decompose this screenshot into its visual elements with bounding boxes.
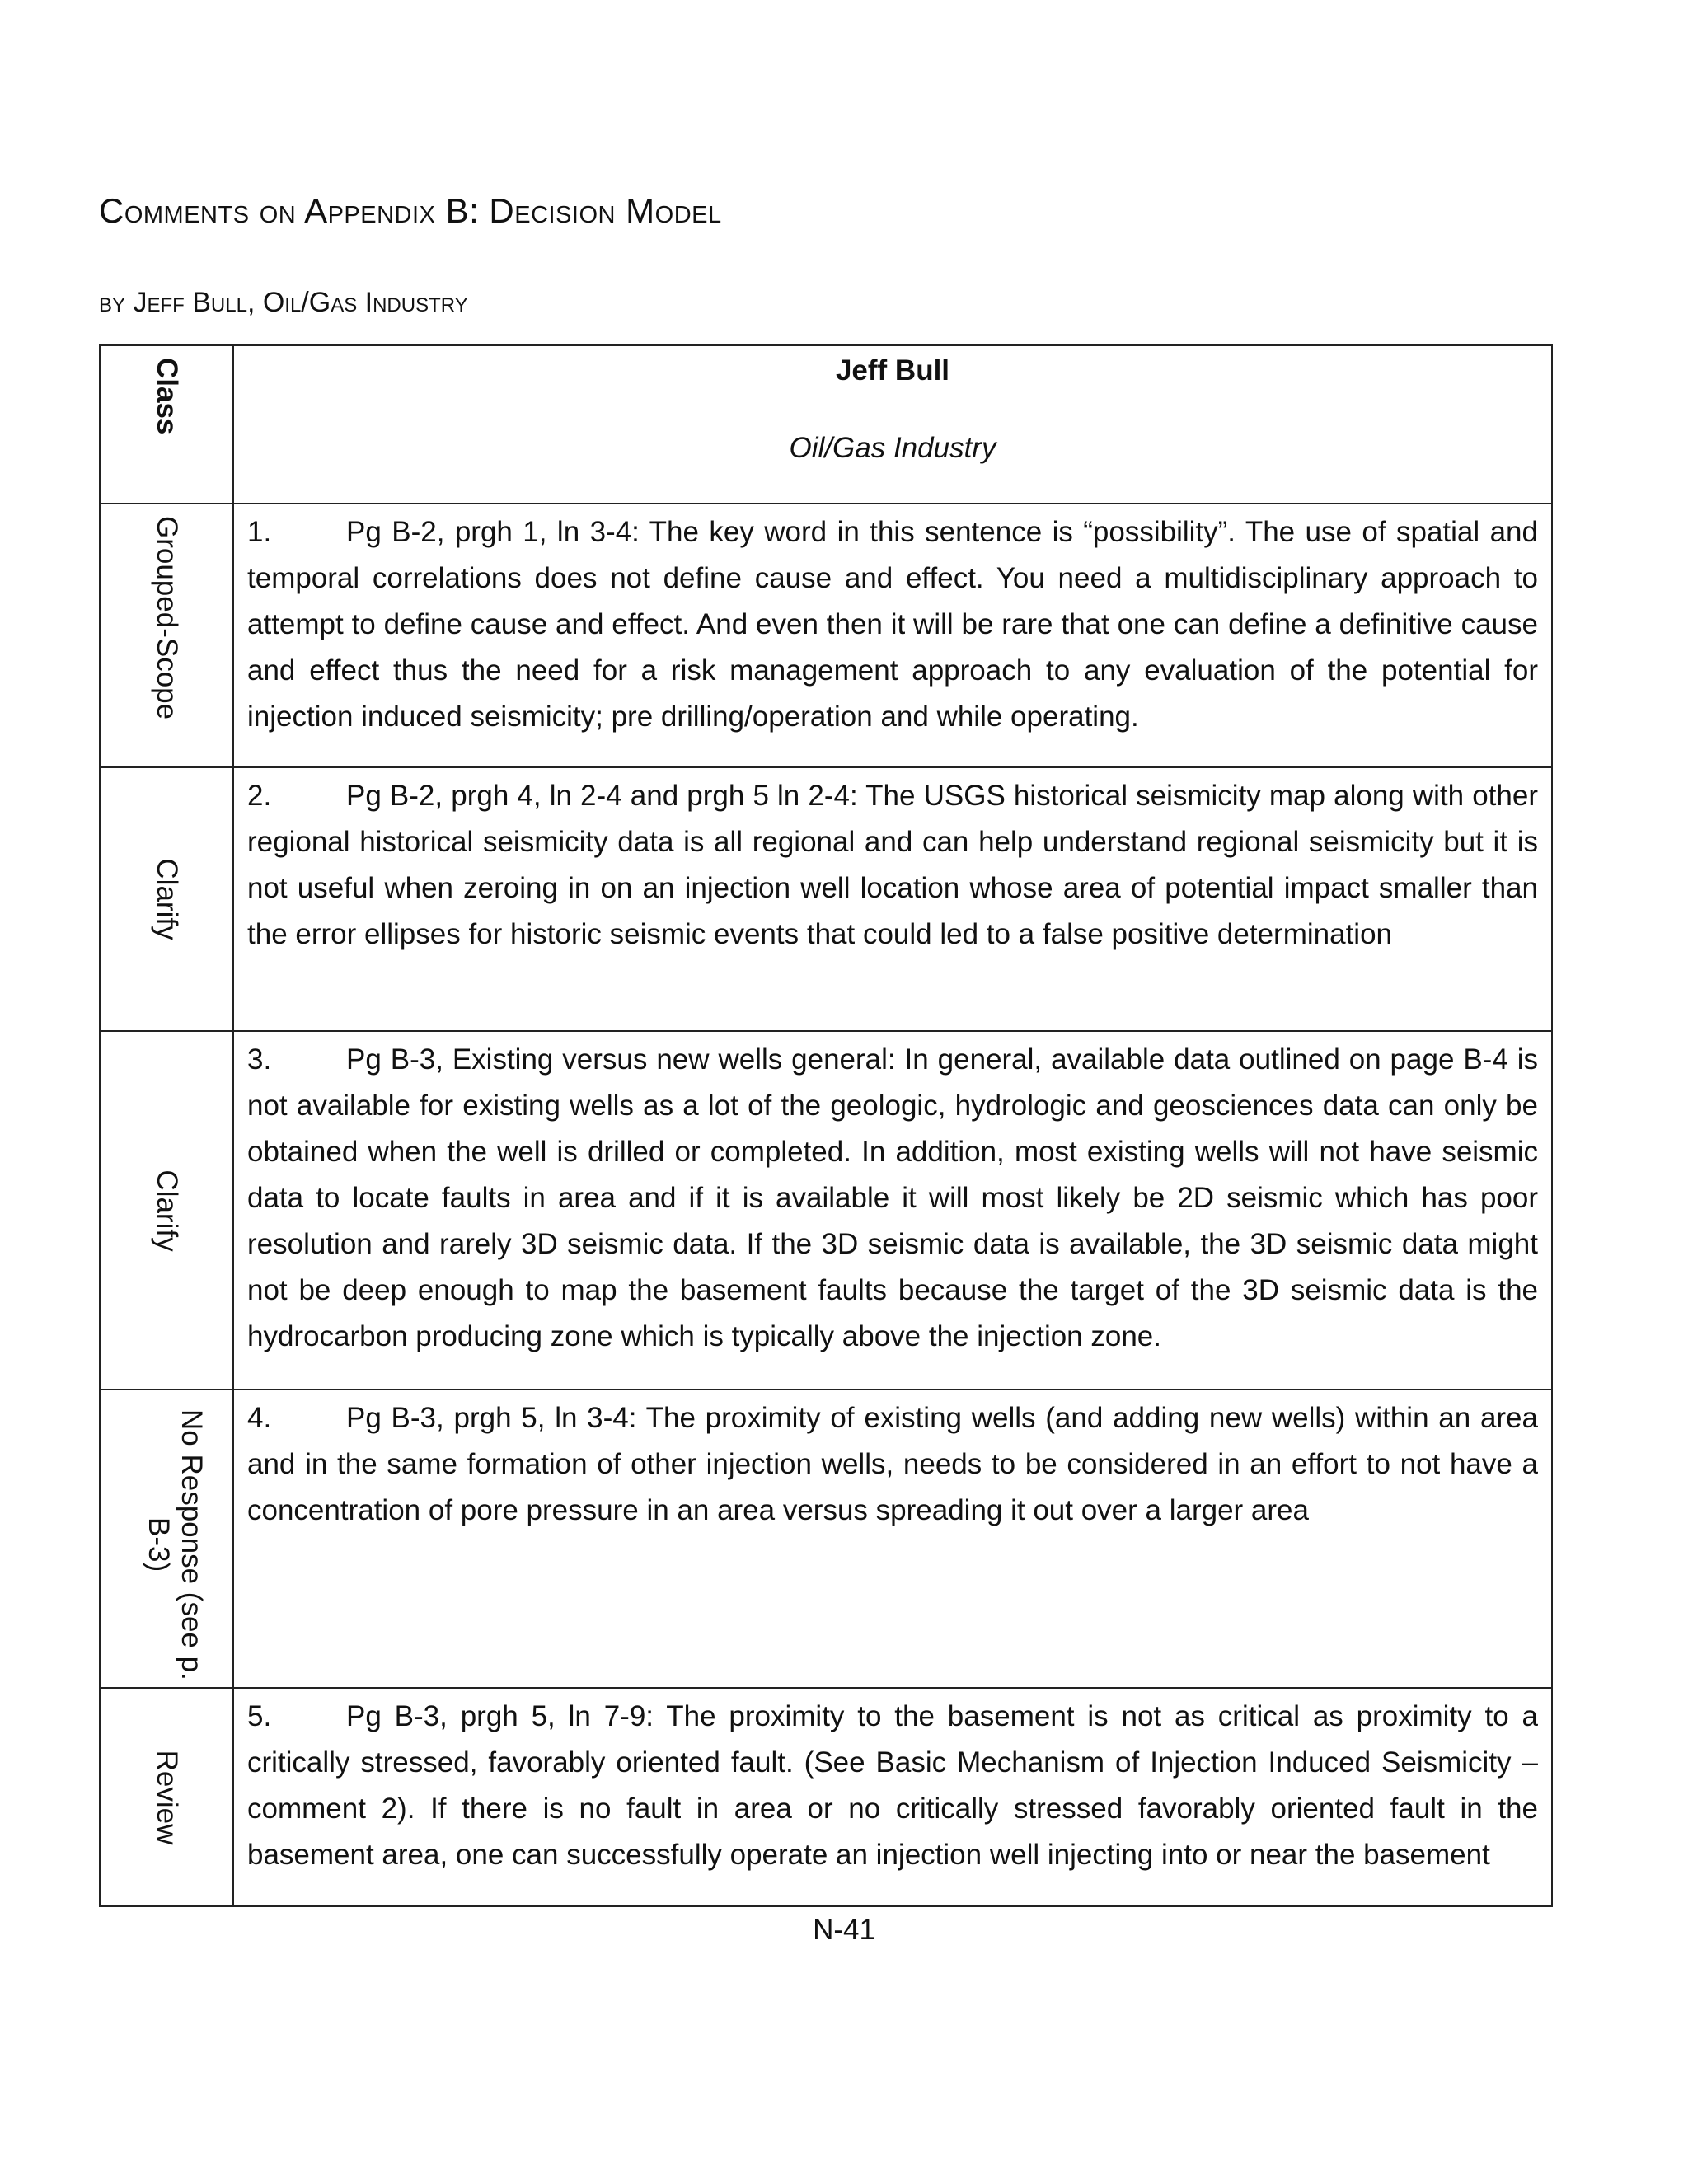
class-cell — [100, 1031, 233, 1390]
class-label: Review — [151, 1750, 183, 1844]
reviewer-header-cell — [233, 345, 1552, 504]
class-cell — [100, 767, 233, 1031]
comment-text-block — [234, 1689, 1551, 1878]
comment-text: Pg B-2, prgh 1, ln 3-4: The key word in this sentence is “possibility”. The use of spatial and temporal correlations does not define cause and effect. You need a multidisciplinary approach to attempt to define cause and effect. And even then it will be rare that one can define a definitive cause and effect thus the need for a risk management approach to any evaluation of the potential for injection induced seismicity; pre drilling/operation and while operating. — [247, 516, 1538, 733]
comment-cell — [233, 767, 1552, 1031]
class-label: Grouped-Scope — [151, 516, 183, 720]
table-row — [100, 1390, 1552, 1688]
comment-text: Pg B-3, Existing versus new wells general: In general, available data outlined on page B-4 is not available for existing wells as a lot of the geologic, hydrologic and geosciences data can only be obtained when the well is drilled or completed. In addition, most existing wells will not have seismic data to locate faults in area and if it is available it will most likely be 2D seismic which has poor resolution and rarely 3D seismic data. If the 3D seismic data is available, the 3D seismic data might not be deep enough to map the basement faults because the target of the 3D seismic data is the hydrocarbon producing zone which is typically above the injection zone. — [247, 1043, 1538, 1352]
comment-cell — [233, 504, 1552, 767]
class-label: Clarify — [151, 858, 183, 940]
comment-cell — [233, 1390, 1552, 1688]
comment-number: 2. — [247, 780, 272, 812]
class-label: No Response (see p. B-3) — [143, 1408, 208, 1680]
table-row — [100, 767, 1552, 1031]
comments-table — [99, 344, 1553, 1907]
document-byline: by Jeff Bull, Oil/Gas Industry — [99, 287, 468, 318]
comment-text: Pg B-2, prgh 4, ln 2-4 and prgh 5 ln 2-4: The USGS historical seismicity map along with other regional historical seismicity data is all regional and can help understand regional seismicity but it is not useful when zeroing in on an injection well location whose area of potential impact smaller than the error ellipses for historic seismic events that could led to a false positive determination — [247, 780, 1538, 950]
comment-text: Pg B-3, prgh 5, ln 3-4: The proximity of existing wells (and adding new wells) within an area and in the same formation of other injection wells, needs to be considered in an effort to not have a concentration of pore pressure in an area versus spreading it out over a larger area — [247, 1402, 1538, 1526]
comment-text-block — [234, 768, 1551, 958]
class-header-label: Class — [151, 358, 183, 435]
table-row — [100, 1031, 1552, 1390]
reviewer-organization: Oil/Gas Industry — [789, 432, 996, 464]
document-heading: Comments on Appendix B: Decision Model — [99, 191, 722, 230]
comment-cell — [233, 1031, 1552, 1390]
comment-text-block — [234, 1032, 1551, 1360]
comment-number: 1. — [247, 516, 272, 548]
comment-number: 4. — [247, 1402, 272, 1434]
page-number: N-41 — [813, 1914, 875, 1946]
class-cell — [100, 1688, 233, 1906]
class-cell — [100, 504, 233, 767]
table-row — [100, 504, 1552, 767]
class-cell — [100, 1390, 233, 1688]
comment-cell — [233, 1688, 1552, 1906]
table-header-row — [100, 345, 1552, 504]
comment-number: 5. — [247, 1700, 272, 1732]
reviewer-name: Jeff Bull — [835, 354, 950, 387]
comment-text-block — [234, 1390, 1551, 1534]
comment-number: 3. — [247, 1043, 272, 1076]
table-row — [100, 1688, 1552, 1906]
class-header-cell — [100, 345, 233, 504]
class-label: Clarify — [151, 1169, 183, 1252]
comment-text: Pg B-3, prgh 5, ln 7-9: The proximity to the basement is not as critical as proximity to a critically stressed, favorably oriented fault. (See Basic Mechanism of Injection Induced Seismicity – comment 2). If there is no fault in area or no critically stressed favorably oriented fault in the basement area, one can successfully operate an injection well injecting into or near the basement — [247, 1700, 1538, 1871]
comment-text-block — [234, 504, 1551, 740]
